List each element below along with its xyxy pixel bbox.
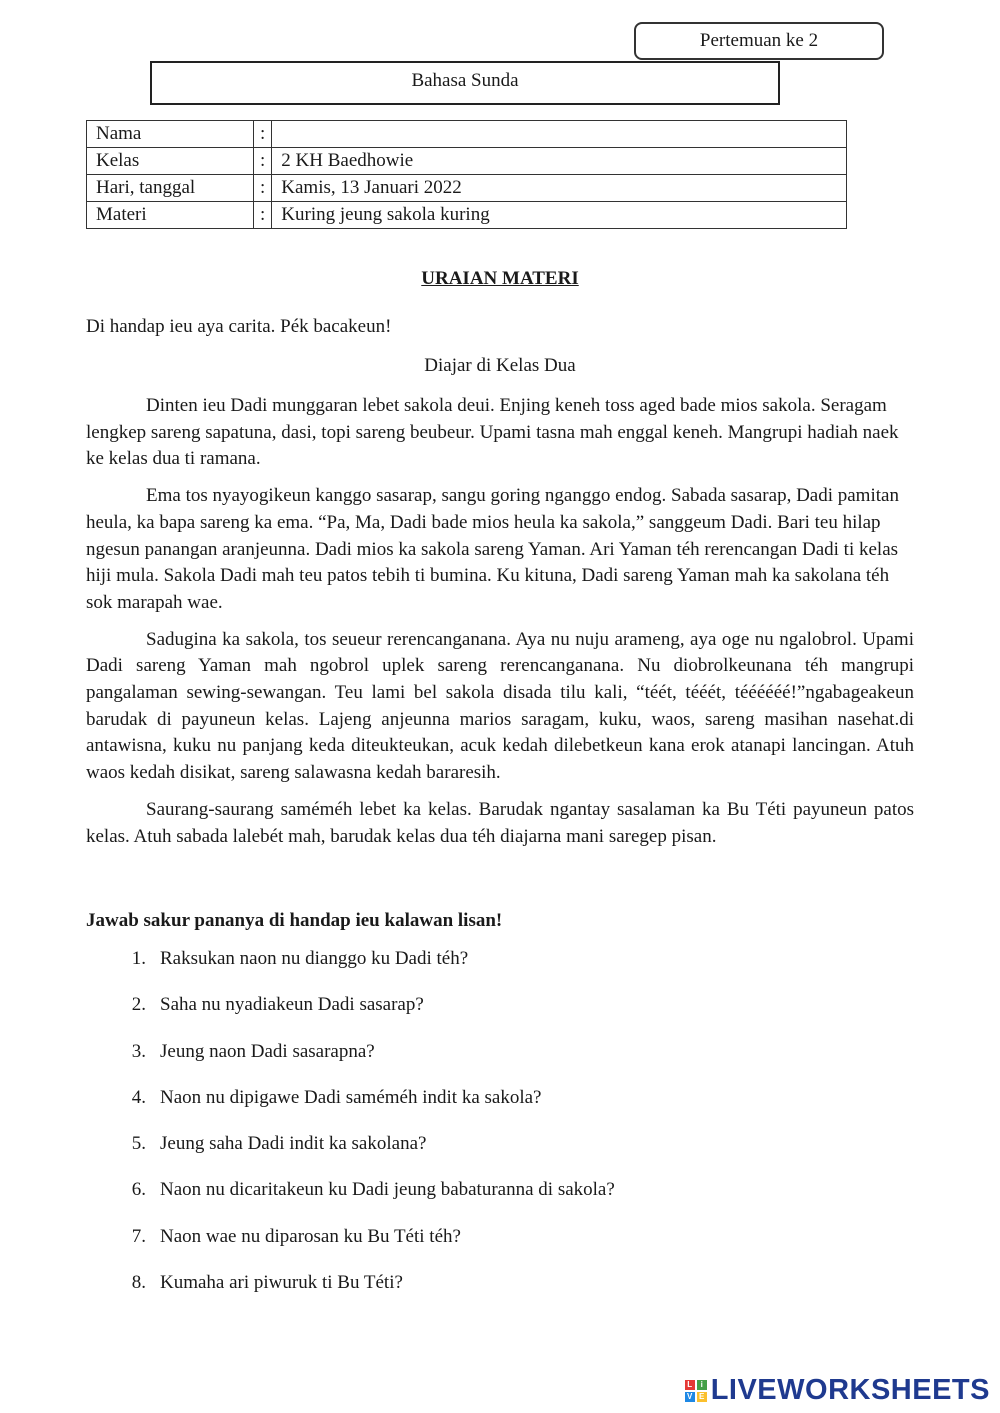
question-item (86, 1041, 615, 1087)
question-text: Naon nu dicaritakeun ku Dadi jeung babaturanna di sakola? (160, 1179, 615, 1201)
question-number: 1. (131, 948, 146, 969)
question-text: Jeung naon Dadi sasarapna? (160, 1040, 375, 1062)
logo-letter: E (697, 1392, 707, 1402)
question-text: Kumaha ari piwuruk ti Bu Téti? (160, 1272, 403, 1294)
info-colon: : (254, 121, 272, 148)
info-row-class (87, 148, 847, 175)
question-text: Naon nu dipigawe Dadi saméméh indit ka sakola? (160, 1086, 542, 1108)
liveworksheets-logo (685, 1374, 990, 1407)
question-number: 4. (131, 1086, 146, 1108)
question-item (86, 1179, 615, 1225)
story-paragraph: Ema tos nyayogikeun kanggo sasarap, sangu goring nganggo endog. Sabada sasarap, Dadi pamitan heula, ka bapa sareng ka ema. “Pa, Ma, Dadi bade mios heula ka sakola,” sanggeum Dadi. Bari teu hilap ngesun panangan aranjeunna. Dadi mios ka sakola sareng Yaman. Ari Yaman téh rerencangan Dadi ti kelas hiji mula. Sakola Dadi mah teu patos tebih ti bumina. Ku kituna, Dadi sareng Yaman mah ka sakolana téh sok marapah wae. (86, 485, 899, 613)
info-label: Hari, tanggal (87, 175, 254, 202)
question-item (86, 1133, 615, 1179)
info-label: Nama (87, 121, 254, 148)
student-info-table (86, 120, 847, 229)
story-paragraph: Dinten ieu Dadi munggaran lebet sakola deui. Enjing keneh toss aged bade mios sakola. Seragam lengkep sareng sapatuna, dasi, topi sareng beubeur. Upami tasna mah enggal keneh. Mangrupi hadiah naek ke kelas dua ti ramana. (86, 395, 899, 470)
intro-text: Di handap ieu aya carita. Pék bacakeun! (86, 316, 392, 337)
info-colon: : (254, 175, 272, 202)
info-colon: : (254, 202, 272, 229)
question-number: 6. (131, 1179, 146, 1201)
question-number: 8. (131, 1272, 146, 1294)
question-list (86, 948, 615, 1318)
info-label: Kelas (87, 148, 254, 175)
info-value: Kamis, 13 Januari 2022 (272, 175, 847, 202)
story-title: Diajar di Kelas Dua (424, 355, 576, 376)
info-value: Kuring jeung sakola kuring (272, 202, 847, 229)
question-number: 3. (131, 1040, 146, 1062)
name-field[interactable] (272, 121, 847, 148)
question-text: Raksukan naon nu dianggo ku Dadi téh? (160, 948, 469, 969)
info-label: Materi (87, 202, 254, 229)
subject-box (150, 61, 780, 105)
meeting-number-box (634, 22, 884, 60)
question-item (86, 1226, 615, 1272)
question-number: 7. (131, 1225, 146, 1247)
subject-title: Bahasa Sunda (411, 70, 519, 91)
story-body (86, 393, 914, 860)
story-paragraph: Sadugina ka sakola, tos seueur rerencanganana. Aya nu nuju arameng, aya oge nu ngalobrol. Upami Dadi sareng Yaman mah ngobrol uplek sareng rerencanganana. Nu diobrolkeunana téh mangrupi pangalaman sewing-sewangan. Teu lami bel sakola disada tilu kali, “téét, tééét, téééééé!”ngabageakeun barudak di payuneun kelas. Lajeng anjeunna marios saragam, kuku, waos, sareng masihan nasehat.di antawisna, kuku nu panjang keda diteukteukan, acuk kedah dilebetkeun kana erok atanapi lancingan. Atuh waos kedah disikat, sareng salawasna kedah bararesih. (86, 628, 914, 784)
section-title: URAIAN MATERI (421, 268, 579, 289)
question-text: Naon wae nu diparosan ku Bu Téti téh? (160, 1225, 461, 1247)
question-item (86, 1272, 615, 1318)
info-row-material (87, 202, 847, 229)
info-value: 2 KH Baedhowie (272, 148, 847, 175)
info-row-date (87, 175, 847, 202)
meeting-number: Pertemuan ke 2 (699, 30, 819, 51)
questions-title: Jawab sakur pananya di handap ieu kalawan lisan! (86, 910, 503, 931)
logo-letter: V (685, 1392, 695, 1402)
info-row-name (87, 121, 847, 148)
question-item (86, 994, 615, 1040)
info-colon: : (254, 148, 272, 175)
logo-letter: i (697, 1380, 707, 1390)
liveworksheets-icon (685, 1380, 707, 1402)
logo-letter: L (685, 1380, 695, 1390)
logo-text: LIVEWORKSHEETS (710, 1374, 990, 1406)
question-item (86, 1087, 615, 1133)
question-text: Saha nu nyadiakeun Dadi sasarap? (160, 994, 424, 1016)
question-item (86, 948, 615, 994)
question-number: 5. (131, 1133, 146, 1155)
story-paragraph: Saurang-saurang saméméh lebet ka kelas. Barudak ngantay sasalaman ka Bu Téti payuneun patos kelas. Atuh sabada lalebét mah, barudak kelas dua téh diajarna mani saregep pisan. (86, 798, 914, 847)
question-text: Jeung saha Dadi indit ka sakolana? (160, 1133, 427, 1155)
question-number: 2. (131, 994, 146, 1016)
